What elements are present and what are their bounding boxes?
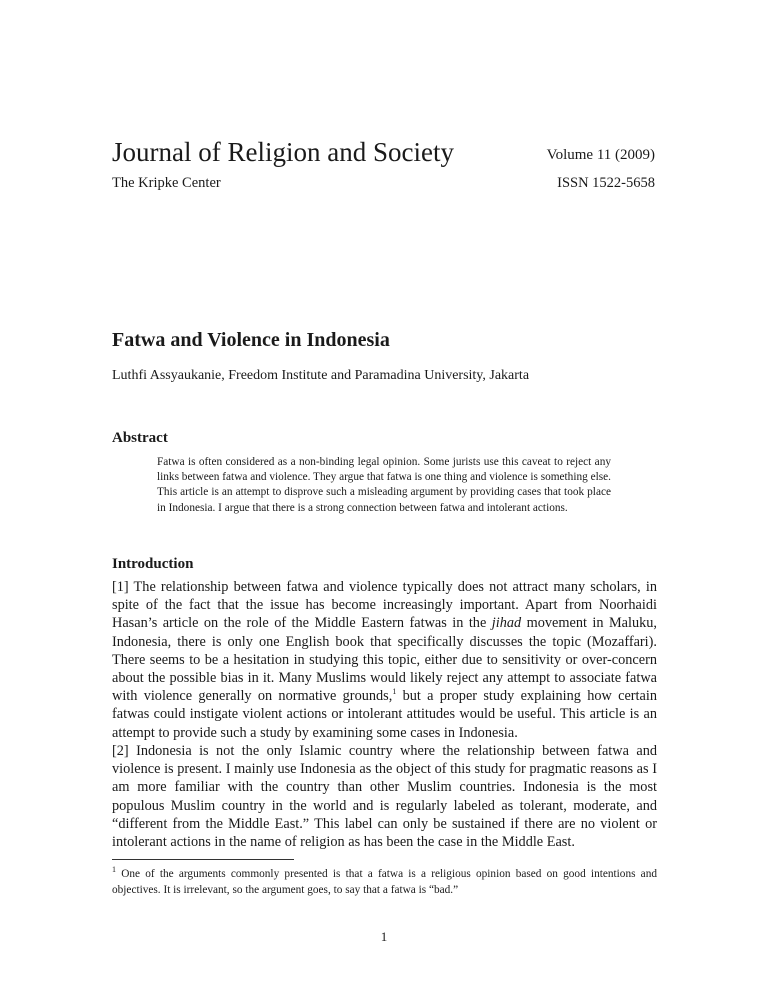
paragraph-1-part-a: [1] The relationship between fatwa and violence typically does not attract many scholars, in spite of the fact that the issue has become increasingly important. Apart from Noorhaidi Hasan’s article on the role of the Middle Eastern fatwas in the <box>112 579 657 632</box>
footnote-text: One of the arguments commonly presented is that a fatwa is a religious opinion based on good intentions and objectives. It is irrelevant, so the argument goes, to say that a fatwa is “bad.” <box>112 868 657 896</box>
jihad-term: jihad <box>491 615 522 632</box>
footnote-divider <box>112 859 294 860</box>
volume-label: Volume 11 (2009) <box>546 147 655 163</box>
footnote-number: 1 <box>112 865 116 875</box>
issn-label: ISSN 1522-5658 <box>557 175 655 191</box>
paragraph-1 <box>112 578 657 742</box>
publisher-label: The Kripke Center <box>112 175 221 191</box>
author-line: Luthfi Assyaukanie, Freedom Institute and Paramadina University, Jakarta <box>112 368 530 383</box>
paragraph-2: [2] Indonesia is not the only Islamic country where the relationship between fatwa and violence is present. I mainly use Indonesia as the object of this study for pragmatic reasons as I am more familiar with the country than other Muslim countries. Indonesia is the most populous Muslim country in the world and is regularly labeled as tolerant, moderate, and “different from the Middle East.” This label can only be sustained if there are no violent or intolerant actions in the name of religion as has been the case in the Middle East. <box>112 743 657 851</box>
introduction-heading: Introduction <box>112 556 194 572</box>
paragraph-1-part-c: but a proper study explaining how certain fatwas could instigate violent actions or intolerant attitudes would be useful. This article is an attempt to provide such a study by examining some cases in Indonesia. <box>112 688 657 741</box>
article-title: Fatwa and Violence in Indonesia <box>112 329 390 351</box>
page-number: 1 <box>380 929 388 944</box>
paragraph-1-part-b: movement in Maluku, Indonesia, there is only one English book that specifically discusses the topic (Mozaffari). There seems to be a hesitation in studying this topic, either due to sensitivity or over-concern about the possible bias in it. Many Muslims would likely reject any attempt to associate fatwa with violence generally on normative grounds, <box>112 615 657 705</box>
journal-title: Journal of Religion and Society <box>112 137 454 167</box>
footnote-reference[interactable]: 1 <box>392 687 397 697</box>
abstract-text: Fatwa is often considered as a non-binding legal opinion. Some jurists use this caveat to reject any links between fatwa and violence. They argue that fatwa is one thing and violence is something else. This article is an attempt to disprove such a misleading argument by providing cases that took place in Indonesia. I argue that there is a strong connection between fatwa and intolerant actions. <box>157 456 611 514</box>
footnote <box>112 866 657 898</box>
abstract-heading: Abstract <box>112 430 168 446</box>
